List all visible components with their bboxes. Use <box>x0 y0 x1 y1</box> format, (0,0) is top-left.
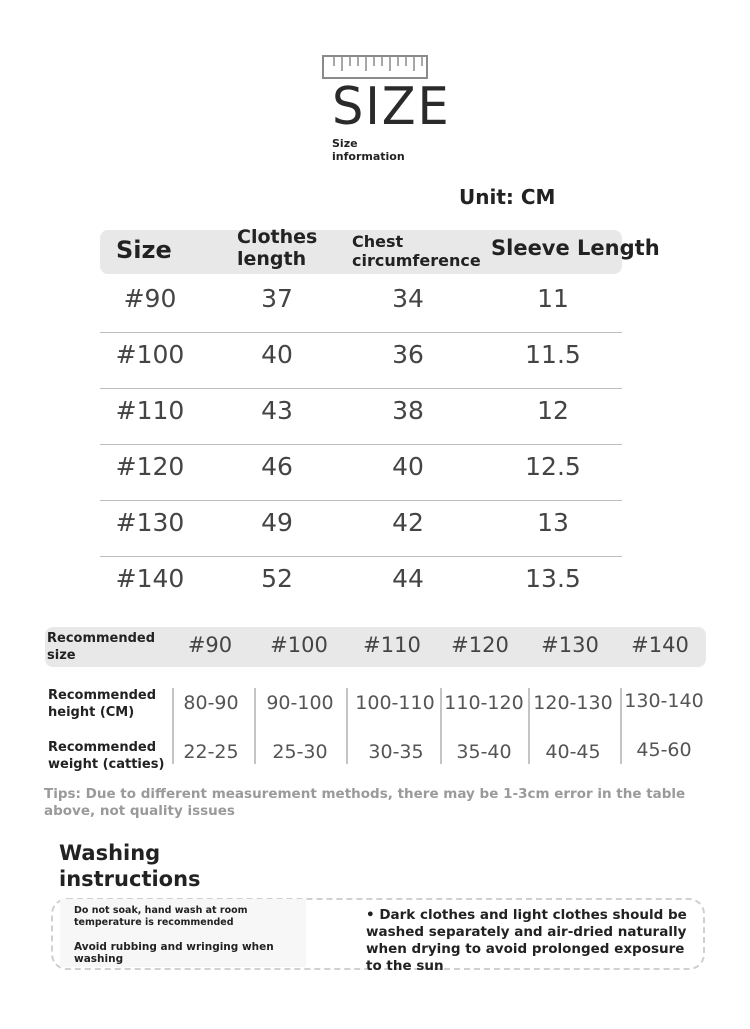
cell-size: #100 <box>115 340 185 369</box>
size-logo <box>322 55 451 165</box>
cell-chest: 34 <box>392 284 424 313</box>
cell-clothes-length: 46 <box>261 452 293 481</box>
recommended-height: 80-90 <box>183 692 239 714</box>
table-row <box>100 276 622 333</box>
recommended-height: 100-110 <box>355 692 435 714</box>
cell-size: #90 <box>123 284 177 313</box>
table-row <box>100 388 622 445</box>
header-chest-circumference: Chest circumference <box>352 232 481 270</box>
cell-size: #130 <box>115 508 185 537</box>
recommended-size: #90 <box>187 633 233 657</box>
cell-chest: 44 <box>392 564 424 593</box>
size-table-header <box>100 226 660 274</box>
cell-clothes-length: 40 <box>261 340 293 369</box>
cell-chest: 42 <box>392 508 424 537</box>
cell-sleeve: 13.5 <box>525 564 581 593</box>
cell-clothes-length: 49 <box>261 508 293 537</box>
recommended-weight: 35-40 <box>456 741 512 763</box>
cell-chest: 38 <box>392 396 424 425</box>
cell-sleeve: 12 <box>537 396 569 425</box>
recommended-size: #100 <box>270 633 328 657</box>
recommended-weight: 25-30 <box>272 741 328 763</box>
recommended-size: #110 <box>363 633 421 657</box>
cell-clothes-length: 52 <box>261 564 293 593</box>
header-sleeve-length: Sleeve Length <box>491 236 660 260</box>
tips-note: Tips: Due to different measurement methods, there may be 1-3cm error in the table above, not quality issues <box>44 786 686 819</box>
logo-subtitle: Size information <box>332 137 405 163</box>
cell-sleeve: 12.5 <box>525 452 581 481</box>
recommended-weight: 30-35 <box>368 741 424 763</box>
cell-clothes-length: 43 <box>261 396 293 425</box>
cell-sleeve: 13 <box>537 508 569 537</box>
cell-clothes-length: 37 <box>261 284 293 313</box>
cell-sleeve: 11.5 <box>525 340 581 369</box>
recommended-height: 90-100 <box>266 692 334 714</box>
recommended-weight-label: Recommended weight (catties) <box>48 740 165 772</box>
unit-label: Unit: CM <box>459 185 556 209</box>
recommended-height-label: Recommended height (CM) <box>48 688 157 720</box>
washing-title: Washing instructions <box>59 841 201 891</box>
table-row <box>100 332 622 389</box>
header-clothes-length: Clothes length <box>237 226 318 270</box>
cell-sleeve: 11 <box>537 284 569 313</box>
ruler-icon <box>322 55 428 79</box>
cell-size: #120 <box>115 452 185 481</box>
logo-word: SIZE <box>332 77 451 137</box>
table-row <box>100 500 622 557</box>
washing-note-dark-light: • Dark clothes and light clothes should be washed separately and air-dried naturally when drying to avoid prolonged exposure to the sun <box>366 907 687 974</box>
recommended-weight: 45-60 <box>636 739 692 761</box>
recommended-size-label: Recommended size <box>47 631 156 663</box>
recommended-height: 110-120 <box>444 692 524 714</box>
recommended-weight: 22-25 <box>183 741 239 763</box>
cell-size: #140 <box>115 564 185 593</box>
table-row <box>100 556 622 612</box>
column-divider <box>346 688 348 764</box>
washing-note-soak: Do not soak, hand wash at room temperature is recommended <box>74 905 248 928</box>
cell-chest: 40 <box>392 452 424 481</box>
cell-chest: 36 <box>392 340 424 369</box>
recommended-height: 120-130 <box>533 692 613 714</box>
header-size: Size <box>116 236 172 264</box>
recommended-size: #130 <box>541 633 599 657</box>
washing-note-rubbing: Avoid rubbing and wringing when washing <box>74 941 274 965</box>
recommended-size: #120 <box>451 633 509 657</box>
recommended-weight: 40-45 <box>545 741 601 763</box>
cell-size: #110 <box>115 396 185 425</box>
recommended-size: #140 <box>631 633 689 657</box>
recommended-header <box>45 627 706 667</box>
recommended-height: 130-140 <box>624 690 704 712</box>
table-row <box>100 444 622 501</box>
